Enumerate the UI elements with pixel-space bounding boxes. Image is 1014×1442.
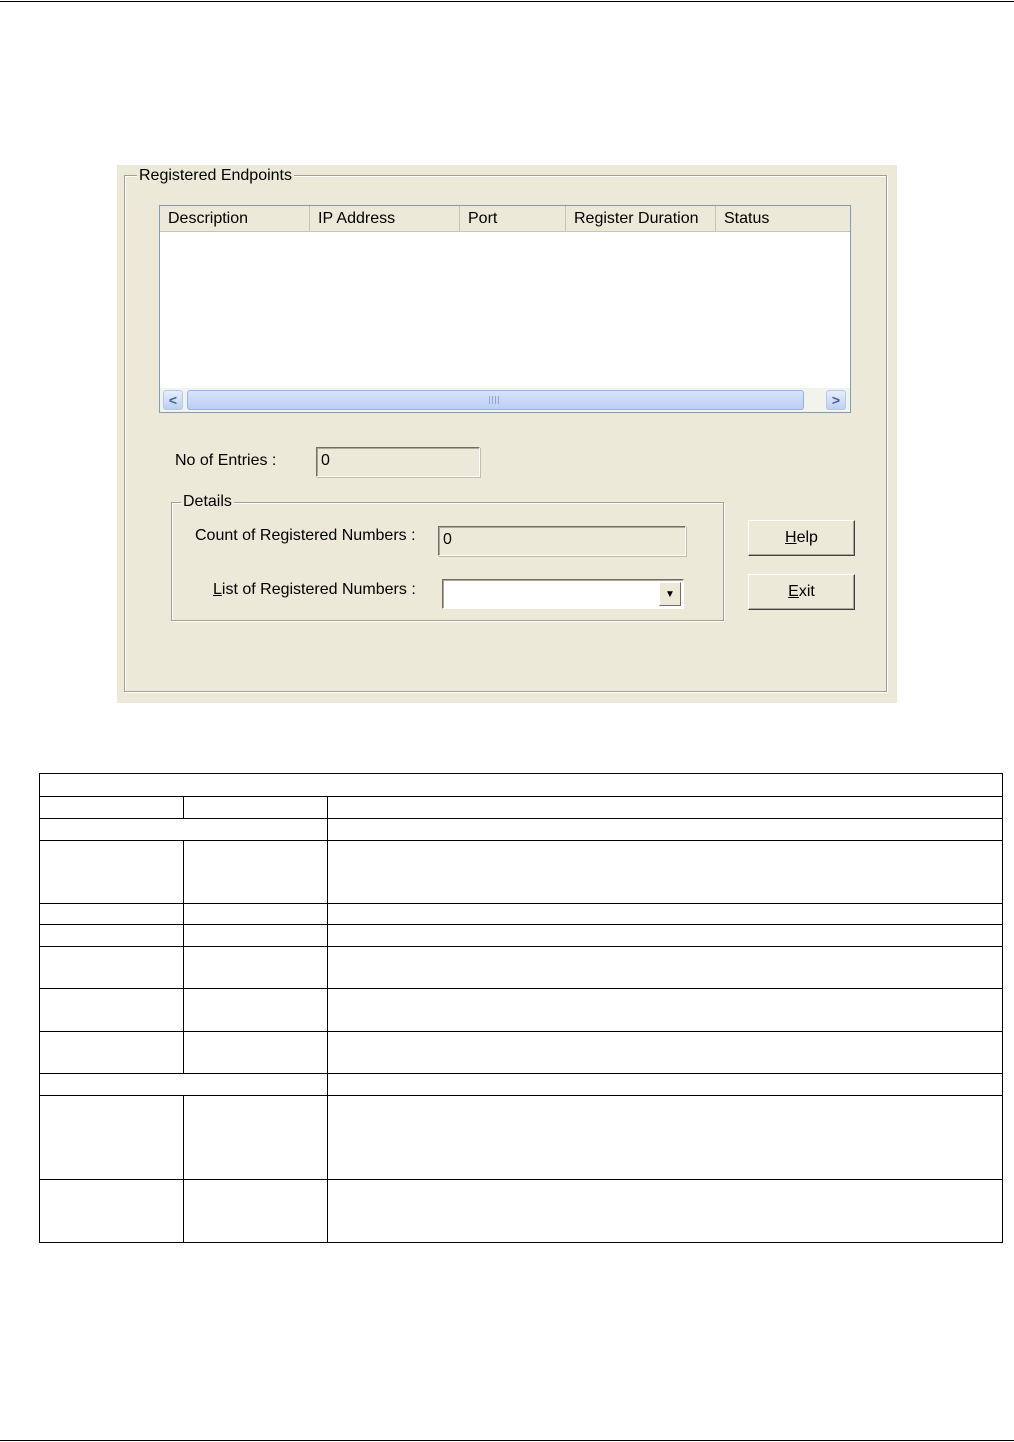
entries-field: 0 (316, 447, 480, 477)
grip-icon (489, 396, 501, 404)
table-rule (183, 796, 184, 818)
table-rule (39, 773, 40, 1242)
list-body[interactable] (160, 232, 850, 388)
list-label-text: ist of Registered Numbers : (221, 581, 416, 598)
registered-endpoints-dialog (117, 165, 897, 703)
field-description-table (39, 773, 1003, 1243)
list-label (213, 580, 416, 600)
column-header-register-duration[interactable]: Register Duration (566, 206, 716, 231)
scrollbar-thumb[interactable] (187, 390, 804, 410)
column-header-description[interactable]: Description (160, 206, 310, 231)
table-rule (183, 1095, 184, 1242)
table-rule (39, 773, 1003, 774)
help-label: elp (796, 529, 818, 546)
exit-button[interactable] (748, 574, 855, 610)
list-label-accelerator: L (213, 581, 222, 598)
table-rule (39, 1073, 1003, 1074)
table-rule (39, 818, 1003, 819)
details-title: Details (183, 493, 232, 510)
exit-label: xit (798, 583, 815, 600)
scroll-right-button[interactable]: > (826, 390, 846, 410)
list-header (160, 206, 850, 232)
help-accelerator: H (785, 529, 797, 546)
scroll-left-button[interactable]: < (163, 390, 183, 410)
exit-accelerator: E (788, 583, 799, 600)
registered-endpoints-title: Registered Endpoints (139, 167, 292, 184)
table-rule (1002, 773, 1003, 1242)
count-field: 0 (438, 526, 686, 556)
header-rule (0, 1, 1014, 2)
entries-label: No of Entries : (175, 452, 277, 469)
table-rule (327, 796, 328, 1242)
registered-numbers-select[interactable] (442, 579, 684, 609)
column-header-port[interactable]: Port (460, 206, 566, 231)
footer-rule (0, 1440, 1014, 1441)
endpoints-list[interactable] (159, 205, 851, 413)
help-button[interactable] (748, 520, 855, 556)
table-rule (183, 840, 184, 1073)
table-rule (39, 1242, 1003, 1243)
column-header-ip-address[interactable]: IP Address (310, 206, 460, 231)
horizontal-scrollbar[interactable] (160, 388, 850, 412)
chevron-down-icon[interactable]: ▼ (659, 582, 681, 606)
column-header-status[interactable]: Status (724, 210, 770, 227)
count-label: Count of Registered Numbers : (195, 527, 416, 544)
